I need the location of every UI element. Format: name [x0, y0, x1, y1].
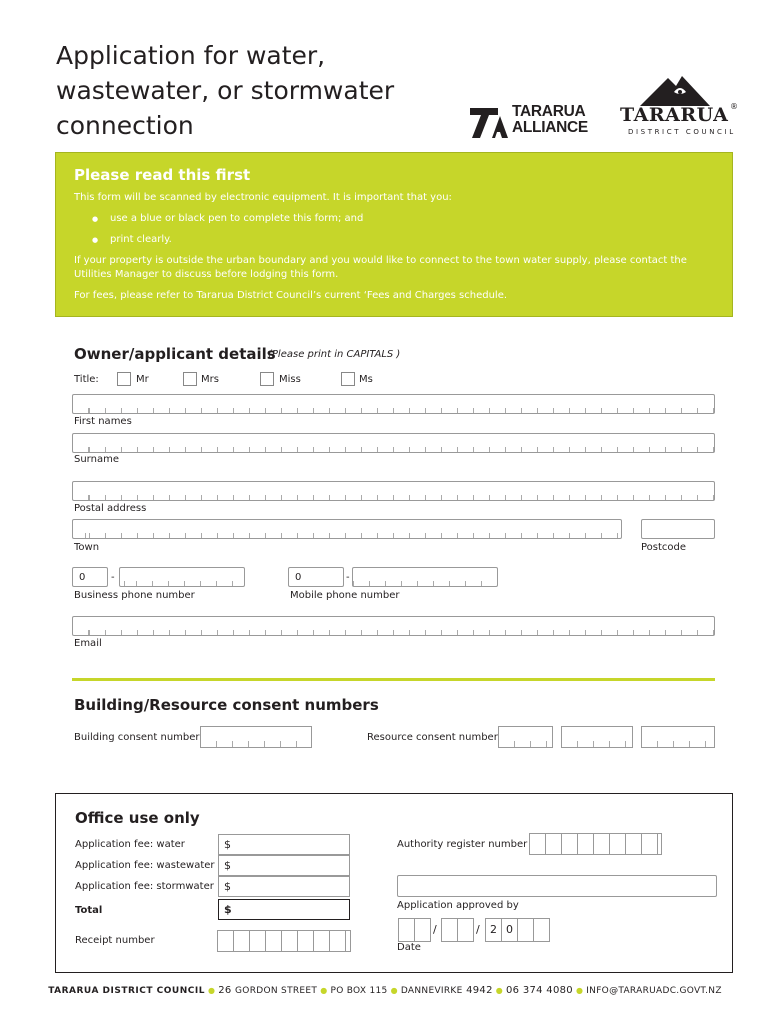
mobile-area-prefix: 0 [295, 572, 302, 583]
title-line-1: Application for water, [56, 41, 326, 70]
ta-mark-icon [468, 102, 514, 140]
mountain-icon [616, 72, 740, 106]
fee-water-input[interactable] [218, 834, 350, 855]
boundary-note: If your property is outside the urban boundary and you would like to connect to the town water supply, please contact the Utilities Manager to discuss before lodging this form. [74, 255, 687, 280]
read-first-heading: Please read this first [74, 166, 251, 184]
office-use-panel [55, 793, 733, 973]
authority-register-input[interactable] [529, 833, 662, 855]
surname-label: Surname [74, 454, 119, 465]
alliance-text [512, 104, 588, 136]
footer-po: PO BOX 115 [330, 986, 388, 996]
alliance-line-2: ALLIANCE [512, 119, 588, 136]
currency-symbol: $ [224, 903, 232, 916]
tararua-alliance-logo [468, 100, 600, 142]
bullet-text: print clearly. [110, 234, 172, 245]
approved-by-label: Application approved by [397, 900, 519, 911]
date-label: Date [397, 942, 421, 953]
bullet-item [94, 212, 734, 226]
tararua-district-council-logo [616, 72, 740, 140]
building-consent-input[interactable] [200, 726, 312, 748]
capitals-note: (Please print in CAPITALS ) [268, 349, 401, 360]
resource-consent-input-3[interactable] [641, 726, 715, 748]
title-mrs-checkbox[interactable] [183, 372, 197, 386]
title-miss-label: Miss [279, 374, 301, 385]
town-input[interactable] [72, 519, 622, 539]
footer-number: 26 [218, 985, 232, 996]
building-consent-label: Building consent number [74, 732, 200, 743]
title-mrs-label: Mrs [201, 374, 219, 385]
approved-by-input[interactable] [397, 875, 717, 897]
surname-input[interactable] [72, 433, 715, 453]
postal-address-input[interactable] [72, 481, 715, 501]
email-input[interactable] [72, 616, 715, 636]
title-label: Title: [74, 374, 99, 385]
council-name: TARARUA [620, 104, 729, 126]
bullet-icon: ● [320, 986, 328, 995]
registered-mark: ® [730, 102, 738, 111]
currency-symbol: $ [224, 859, 231, 872]
council-subtitle: DISTRICT COUNCIL [628, 128, 736, 136]
footer-postcode: 4942 [466, 985, 493, 996]
postcode-input[interactable] [641, 519, 715, 539]
fee-wastewater-label: Application fee: wastewater [75, 860, 215, 871]
resource-consent-input-1[interactable] [498, 726, 553, 748]
title-line-2: wastewater, or stormwater [56, 76, 395, 105]
title-mr-checkbox[interactable] [117, 372, 131, 386]
bullet-icon: ● [495, 986, 504, 995]
authority-register-label: Authority register number [397, 839, 528, 850]
email-label: Email [74, 638, 102, 649]
date-slash-1: / [433, 923, 437, 936]
currency-symbol: $ [224, 880, 231, 893]
resource-consent-input-2[interactable] [561, 726, 633, 748]
year-digit-2: 2 [490, 923, 497, 936]
title-mr-label: Mr [136, 374, 149, 385]
footer [0, 985, 770, 996]
date-slash-2: / [476, 923, 480, 936]
read-first-intro: This form will be scanned by electronic equipment. It is important that you: [74, 192, 452, 203]
postcode-label: Postcode [641, 542, 687, 553]
business-phone-label: Business phone number [74, 590, 195, 601]
fee-stormwater-label: Application fee: stormwater [75, 881, 214, 892]
receipt-number-input[interactable] [217, 930, 351, 952]
read-first-panel [55, 152, 733, 317]
date-month-input[interactable] [441, 918, 474, 942]
business-area-code-input[interactable] [72, 567, 108, 587]
bullet-item [94, 233, 734, 247]
mobile-phone-input[interactable] [352, 567, 498, 587]
fees-note: For fees, please refer to Tararua District Council’s current ‘Fees and Charges schedule. [74, 290, 508, 301]
postal-address-label: Postal address [74, 503, 147, 514]
bullet-icon: ● [390, 986, 398, 995]
town-label: Town [74, 542, 100, 553]
footer-org: TARARUA DISTRICT COUNCIL [48, 986, 205, 996]
alliance-line-1: TARARUA [512, 103, 586, 120]
total-input[interactable] [218, 899, 350, 920]
bullet-text: use a blue or black pen to complete this form; and [110, 213, 364, 224]
fee-stormwater-input[interactable] [218, 876, 350, 897]
total-label: Total [75, 905, 103, 916]
title-ms-label: Ms [359, 374, 373, 385]
footer-street: GORDON STREET [235, 986, 318, 996]
business-phone-input[interactable] [119, 567, 245, 587]
fee-wastewater-input[interactable] [218, 855, 350, 876]
consent-heading: Building/Resource consent numbers [74, 696, 379, 714]
footer-email: INFO@TARARUADC.GOVT.NZ [586, 986, 722, 996]
mobile-phone-dash: - [346, 572, 350, 583]
resource-consent-label: Resource consent number [367, 732, 498, 743]
first-names-input[interactable] [72, 394, 715, 414]
receipt-label: Receipt number [75, 935, 155, 946]
page-title [56, 38, 394, 143]
title-line-3: connection [56, 111, 194, 140]
business-area-prefix: 0 [79, 572, 86, 583]
footer-phone: 06 374 4080 [506, 985, 573, 996]
fee-water-label: Application fee: water [75, 839, 185, 850]
year-digit-0: 0 [506, 923, 513, 936]
mobile-phone-label: Mobile phone number [290, 590, 400, 601]
currency-symbol: $ [224, 838, 231, 851]
bullet-icon: ● [207, 986, 216, 995]
first-names-label: First names [74, 416, 132, 427]
title-ms-checkbox[interactable] [341, 372, 355, 386]
owner-heading: Owner/applicant details [74, 345, 276, 363]
footer-town: DANNEVIRKE [400, 986, 463, 996]
business-phone-dash: - [111, 572, 115, 583]
title-miss-checkbox[interactable] [260, 372, 274, 386]
bullet-icon: ● [575, 986, 584, 995]
office-heading: Office use only [75, 809, 200, 827]
date-day-input[interactable] [398, 918, 431, 942]
section-divider [72, 678, 715, 681]
